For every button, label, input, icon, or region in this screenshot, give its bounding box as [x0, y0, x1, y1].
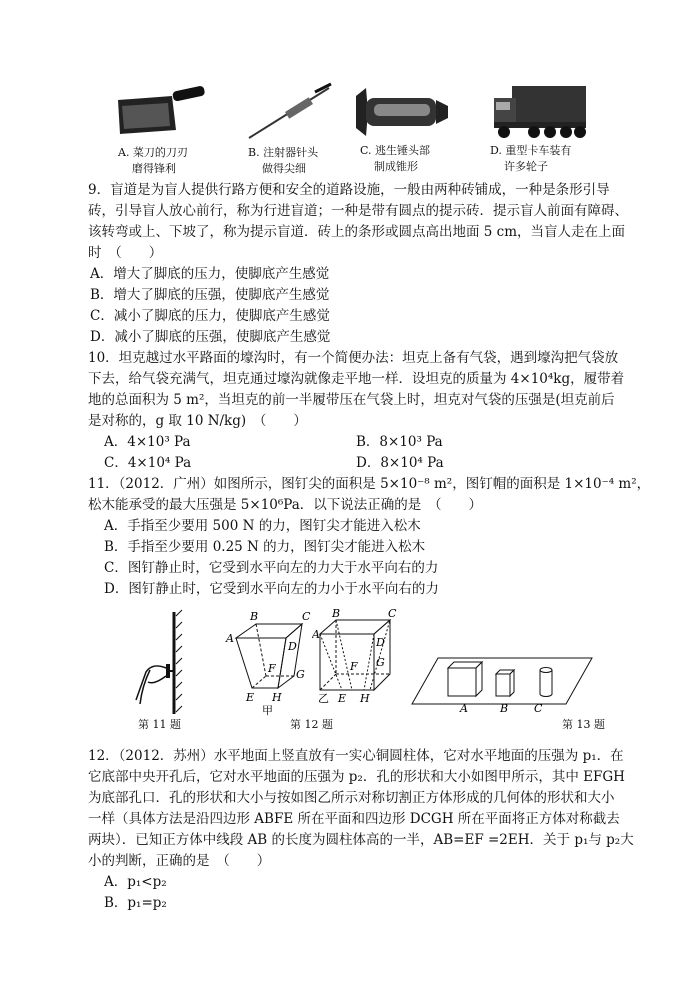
q12-line-6: 小的判断，正确的是 （ ）: [88, 853, 271, 869]
caption-c-line1: C. 逃生锤头部: [360, 144, 431, 157]
fig12-jia-label-a: A: [226, 632, 234, 645]
fig12-caption: 第 12 题: [290, 718, 333, 731]
q9-line-1: 9．盲道是为盲人提供行路方便和安全的道路设施，一般由两种砖铺成，一种是条形引导: [88, 182, 610, 198]
fig13-label-b: B: [500, 702, 509, 715]
q10-line-2: 下去，给气袋充满气，坦克通过壕沟就像走平地一样．设坦克的质量为 4×10⁴kg，履带着: [88, 371, 625, 387]
fig12-jia-label-d: D: [288, 640, 297, 653]
fig12-yi-label-g: G: [376, 656, 385, 669]
caption-d-line2: 许多轮子: [504, 160, 548, 173]
q9-option-a[interactable]: A．增大了脚底的压力，使脚底产生感觉: [90, 266, 330, 282]
q9-option-c[interactable]: C．减小了脚底的压力，使脚底产生感觉: [90, 308, 330, 324]
fig12-jia-figure: [222, 608, 322, 718]
caption-b-line1: B. 注射器针头: [248, 146, 319, 159]
fig13-label-a: A: [460, 702, 468, 715]
fig11-caption: 第 11 题: [138, 718, 181, 731]
q11-option-a[interactable]: A．手指至少要用 500 N 的力，图钉尖才能进入松木: [104, 518, 421, 534]
caption-d-line1: D. 重型卡车装有: [490, 144, 572, 157]
fig12-jia-label-b: B: [250, 610, 259, 623]
fig12-yi-label: 乙: [318, 692, 329, 705]
q10-option-a[interactable]: A．4×10³ Pa: [104, 434, 191, 450]
truck-icon: [490, 80, 590, 142]
q12-line-3: 为底部孔口．孔的形状和大小与按如图乙所示对称切割正方体形成的几何体的形状和大小: [88, 790, 615, 806]
q9-option-b[interactable]: B．增大了脚底的压强，使脚底产生感觉: [90, 287, 330, 303]
fig13-caption: 第 13 题: [562, 718, 605, 731]
q9-option-d[interactable]: D．减小了脚底的压强，使脚底产生感觉: [90, 329, 331, 345]
caption-b-line2: 做得尖细: [262, 162, 306, 175]
q10-option-b[interactable]: B．8×10³ Pa: [356, 434, 443, 450]
fig12-yi-label-c: C: [388, 608, 397, 620]
hammer-icon: [352, 82, 452, 142]
q9-line-3: 该转弯或上、下坡了，称为提示盲道．砖上的条形或圆点高出地面 5 cm，当盲人走在上面: [88, 224, 626, 240]
fig12-jia-label-e: E: [246, 691, 255, 704]
q12-line-2: 它底部中央开孔后，它对水平地面的压强为 p₂．孔的形状和大小如图甲所示，其中 EFGH: [88, 769, 625, 785]
q12-line-4: 一样（具体方法是沿四边形 ABFE 所在平面和四边形 DCGH 所在平面将正方体对称截去: [88, 811, 620, 827]
q9-line-2: 砖，引导盲人放心前行，称为行进盲道；一种是带有圆点的提示砖．提示盲人前面有障碍、: [88, 203, 628, 219]
q11-line-1: 11．（2012．广州）如图所示，图钉尖的面积是 5×10⁻⁸ m²，图钉帽的面积是 1×10⁻⁴ m²，: [88, 476, 651, 492]
q11-option-c[interactable]: C．图钉静止时，它受到水平向左的力大于水平向右的力: [104, 560, 439, 576]
caption-a-line2: 磨得锋利: [132, 162, 176, 175]
cleaver-icon: [110, 82, 210, 142]
q10-line-1: 10．坦克越过水平路面的壕沟时，有一个简便办法：坦克上备有气袋，遇到壕沟把气袋放: [88, 350, 619, 366]
syringe-icon: [245, 82, 335, 142]
q12-line-1: 12．（2012．苏州）水平地面上竖直放有一实心铜圆柱体，它对水平地面的压强为 p₁．在: [88, 748, 624, 764]
fig12-yi-figure: [312, 608, 402, 718]
caption-a-line1: A. 菜刀的刀刃: [118, 146, 188, 159]
fig12-yi-label-b: B: [332, 608, 341, 620]
caption-c-line2: 制成锥形: [374, 160, 418, 173]
q11-option-d[interactable]: D．图钉静止时，它受到水平向左的力小于水平向右的力: [104, 581, 439, 597]
fig12-jia-label-c: C: [302, 610, 311, 623]
q12-option-b[interactable]: B．p₁=p₂: [104, 895, 167, 911]
fig13-label-c: C: [534, 702, 543, 715]
fig12-yi-label-a: A: [312, 628, 320, 641]
fig12-jia-label-f: F: [268, 662, 276, 675]
q10-option-d[interactable]: D．8×10⁴ Pa: [356, 455, 444, 471]
q12-line-5: 两块）．已知正方体中线段 AB 的长度为圆柱体高的一半，AB=EF =2EH．关于 p₁与 p₂大: [88, 832, 634, 848]
fig12-jia-label-g: G: [296, 668, 305, 681]
fig12-yi-label-d: D: [376, 636, 385, 649]
fig12-yi-label-f: F: [350, 660, 358, 673]
q11-line-2: 松木能承受的最大压强是 5×10⁶Pa．以下说法正确的是 （ ）: [88, 497, 483, 513]
q12-option-a[interactable]: A．p₁<p₂: [104, 874, 167, 890]
fig12-jia-label-h: H: [272, 691, 282, 704]
q10-line-4: 是对称的，g 取 10 N/kg) （ ）: [88, 413, 307, 429]
q10-option-c[interactable]: C．4×10⁴ Pa: [104, 455, 192, 471]
q11-option-b[interactable]: B．手指至少要用 0.25 N 的力，图钉尖才能进入松木: [104, 539, 426, 555]
fig13-figure: [408, 640, 598, 716]
q10-line-3: 地的总面积为 5 m²，当坦克的前一半履带压在气袋上时，坦克对气袋的压强是(坦克前后: [88, 392, 615, 408]
fig12-jia-label: 甲: [262, 704, 273, 717]
fig12-yi-label-e: E: [338, 692, 347, 705]
fig12-yi-label-h: H: [360, 692, 370, 705]
q9-line-4: 时 （ ）: [88, 245, 163, 261]
thumbtack-figure: [130, 608, 190, 718]
